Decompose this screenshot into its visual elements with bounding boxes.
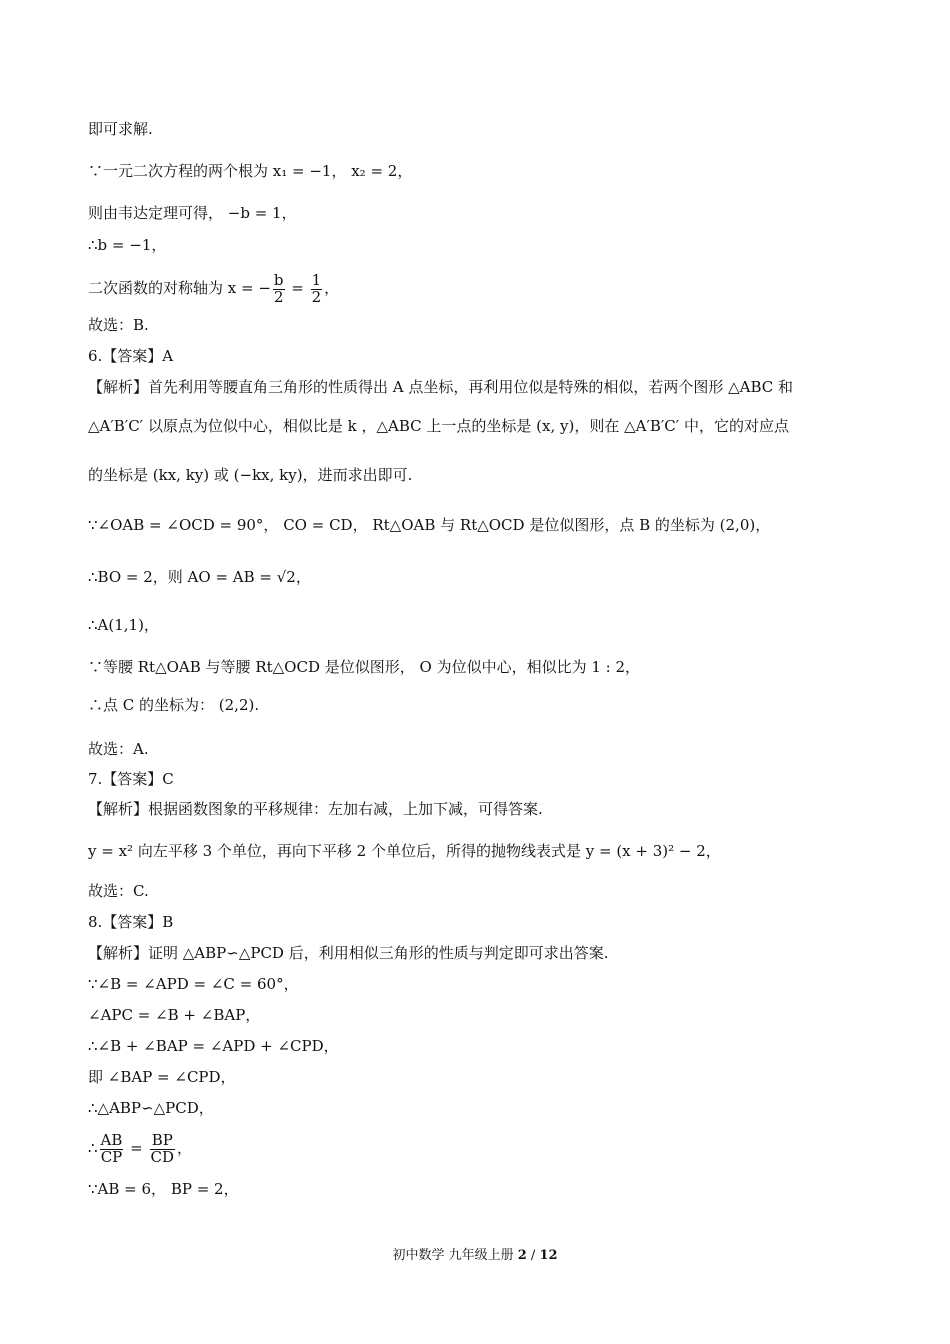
text-line: 则由韦达定理可得， −b = 1，: [88, 204, 297, 222]
text-line: 故选：C.: [88, 882, 149, 900]
text-line: ∵∠B = ∠APD = ∠C = 60°，: [88, 975, 299, 993]
text-line: 故选：A.: [88, 740, 149, 758]
ratio-formula-line: [88, 1126, 890, 1170]
text-segment: ，: [324, 279, 340, 297]
text-segment: =: [286, 279, 309, 297]
footer-page-number: 2: [517, 1248, 527, 1263]
question-heading: 7.【答案】C: [88, 770, 174, 788]
question-heading: 6.【答案】A: [88, 347, 174, 365]
text-line: 【解析】根据函数图象的平移规律：左加右减，上加下减，可得答案.: [88, 800, 543, 818]
footer-separator: /: [526, 1248, 540, 1263]
text-line: ∴∠B + ∠BAP = ∠APD + ∠CPD，: [88, 1037, 339, 1055]
text-line: y = x² 向左平移 3 个单位，再向下平移 2 个单位后，所得的抛物线表式是 y = (x + 3)² − 2，: [88, 842, 721, 860]
fraction-numerator: BP: [150, 1133, 176, 1150]
text-line: 故选：B.: [88, 316, 149, 334]
footer-total-pages: 12: [539, 1248, 558, 1263]
fraction: [150, 1130, 176, 1166]
fraction: [311, 270, 323, 306]
text-line: ∵AB = 6， BP = 2，: [88, 1180, 239, 1198]
text-line: 即可求解.: [88, 120, 153, 138]
question-heading: 8.【答案】B: [88, 913, 174, 931]
text-line: 即 ∠BAP = ∠CPD，: [88, 1068, 236, 1086]
fraction-numerator: b: [273, 270, 284, 289]
fraction-numerator: 1: [311, 270, 322, 289]
text-segment: ，: [177, 1139, 193, 1157]
page-footer: [0, 1244, 950, 1263]
text-line: ∵一元二次方程的两个根为 x₁ = −1， x₂ = 2，: [88, 162, 413, 180]
text-line: △A′B′C′ 以原点为位似中心，相似比是 k ，△ABC 上一点的坐标是 (x, y)，则在 △A′B′C′ 中，它的对应点: [88, 417, 789, 435]
text-line: ∴△ABP∽△PCD，: [88, 1099, 214, 1117]
text-segment: ∴: [88, 1139, 98, 1157]
text-segment: =: [125, 1139, 148, 1157]
text-line: ∵∠OAB = ∠OCD = 90°， CO = CD， Rt△OAB 与 Rt△OCD 是位似图形，点 B 的坐标为 (2,0)，: [88, 516, 771, 534]
text-line: ∴BO = 2，则 AO = AB = √2，: [88, 568, 311, 586]
text-line: 的坐标是 (kx, ky) 或 (−kx, ky)，进而求出即可.: [88, 466, 413, 484]
axis-formula-line: [88, 266, 890, 310]
text-segment: 二次函数的对称轴为 x = −: [88, 279, 271, 297]
fraction-numerator: AB: [100, 1130, 123, 1149]
text-line: 【解析】首先利用等腰直角三角形的性质得出 A 点坐标，再利用位似是特殊的相似，若两个图形 △ABC 和: [88, 378, 794, 396]
fraction-denominator: CD: [150, 1147, 175, 1166]
text-line: ∴A(1,1)，: [88, 616, 159, 634]
text-line: 【解析】证明 △ABP∽△PCD 后，利用相似三角形的性质与判定即可求出答案.: [88, 944, 609, 962]
fraction: [100, 1130, 124, 1166]
text-line: ∴b = −1，: [88, 236, 167, 254]
footer-subject: 初中数学 九年级上册: [392, 1248, 518, 1263]
fraction: [273, 270, 285, 306]
fraction-denominator: CP: [100, 1147, 123, 1166]
fraction-denominator: 2: [311, 287, 322, 306]
fraction-denominator: 2: [273, 287, 284, 306]
text-line: ∠APC = ∠B + ∠BAP，: [88, 1006, 261, 1024]
text-line: ∴点 C 的坐标为： (2,2).: [88, 696, 260, 714]
text-line: ∵等腰 Rt△OAB 与等腰 Rt△OCD 是位似图形， O 为位似中心，相似比为 1 : 2，: [88, 658, 641, 676]
